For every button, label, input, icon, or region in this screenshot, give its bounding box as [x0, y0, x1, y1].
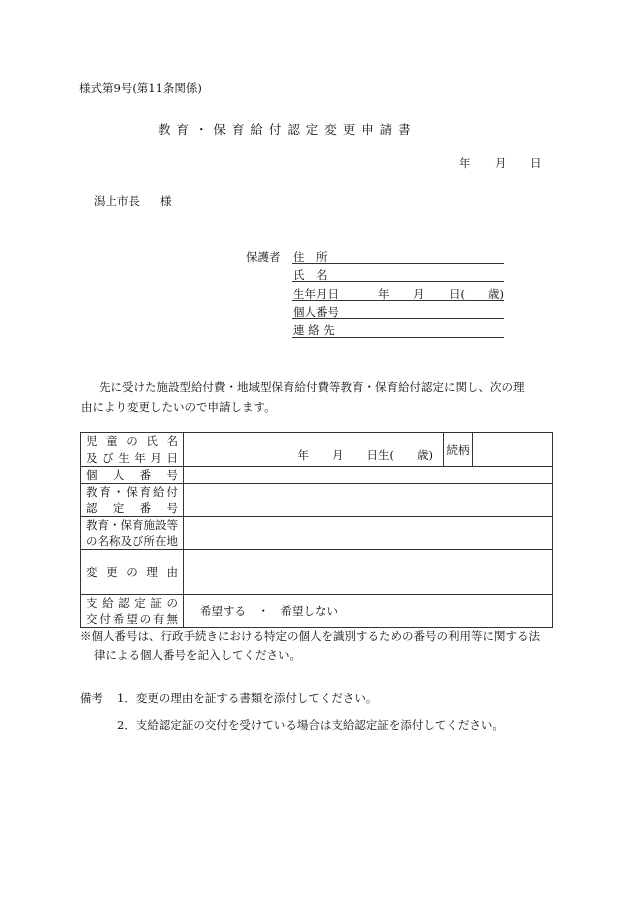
asterisk-note-line-1: ※個人番号は、行政手続きにおける特定の個人を識別するための番号の利用等に関する法	[80, 629, 540, 643]
birth-year-label: 年	[378, 287, 390, 301]
reason-label: 変 更 の 理 由	[86, 565, 178, 579]
issue-choice[interactable]	[184, 595, 553, 628]
birth-day-age-label: 日( 歳)	[449, 287, 504, 301]
table-personal-number-label: 個 人 番 号	[86, 468, 178, 482]
issue-value: 希望する ・ 希望しない	[200, 604, 338, 618]
intro-line-1: 先に受けた施設型給付費・地域型保育給付費等教育・保育給付認定に関し、次の理	[99, 380, 525, 394]
reason-input[interactable]	[184, 550, 553, 595]
remarks-label: 備考	[80, 691, 103, 705]
facility-label-2: の名称及び所在地	[86, 534, 178, 548]
contact-line[interactable]	[292, 337, 504, 338]
name-label: 氏 名	[293, 268, 328, 282]
contact-label: 連 絡 先	[293, 323, 335, 337]
addressee-honorific: 様	[160, 194, 172, 208]
relation-input[interactable]	[473, 433, 553, 467]
personal-number-label: 個人番号	[293, 305, 339, 319]
personal-number-input[interactable]	[184, 467, 553, 484]
application-table	[80, 432, 553, 628]
child-name-label-cell	[81, 433, 184, 450]
addressee-name: 潟上市長	[94, 194, 140, 208]
facility-label-cell	[81, 517, 184, 550]
name-line[interactable]	[292, 281, 504, 282]
child-birth-label-cell	[81, 450, 184, 467]
intro-line-2: 由により変更したいので申請します。	[81, 400, 276, 414]
birth-label: 生年月日	[293, 287, 339, 301]
page-title: 教 育 ・ 保 育 給 付 認 定 変 更 申 請 書	[158, 122, 412, 137]
address-line[interactable]	[292, 263, 504, 264]
personal-number-line[interactable]	[292, 318, 504, 319]
personal-number-label-cell	[81, 467, 184, 484]
issue-label-1: 支 給 認 定 証 の	[86, 596, 178, 610]
cert-label-2: 認 定 番 号	[86, 501, 178, 515]
child-name-label: 児 童 の 氏 名	[86, 434, 178, 449]
date-month-label: 月	[495, 156, 507, 170]
issue-label-cell	[81, 595, 184, 628]
facility-label-1: 教育・保育施設等	[86, 518, 178, 532]
remark-2: 2．支給認定証の交付を受けている場合は支給認定証を添付してください。	[117, 718, 504, 732]
issue-label-2: 交 付 希 望 の 有 無	[86, 612, 178, 626]
date-day-label: 日	[530, 156, 542, 170]
child-birth-value: 年 月 日生( 歳)	[297, 448, 433, 462]
cert-number-input[interactable]	[184, 484, 553, 517]
remark-1: 1．変更の理由を証する書類を添付してください。	[117, 691, 378, 705]
child-birth-label: 及 び 生 年 月 日	[86, 450, 178, 465]
reason-label-cell	[81, 550, 184, 595]
asterisk-note-line-2: 律による個人番号を記入してください。	[94, 648, 301, 662]
applicant-section-label: 保護者	[246, 250, 281, 264]
child-name-birth-input[interactable]	[184, 433, 444, 467]
address-label: 住 所	[293, 250, 328, 264]
cert-label-1: 教 育 ・ 保 育 給 付	[86, 485, 178, 499]
facility-input[interactable]	[184, 517, 553, 550]
relation-label: 続柄	[446, 442, 470, 457]
cert-label-cell	[81, 484, 184, 517]
birth-month-label: 月	[413, 287, 425, 301]
date-year-label: 年	[459, 156, 471, 170]
relation-label-cell	[444, 433, 473, 467]
birth-line[interactable]	[292, 300, 504, 301]
form-number: 様式第9号(第11条関係)	[79, 81, 202, 95]
